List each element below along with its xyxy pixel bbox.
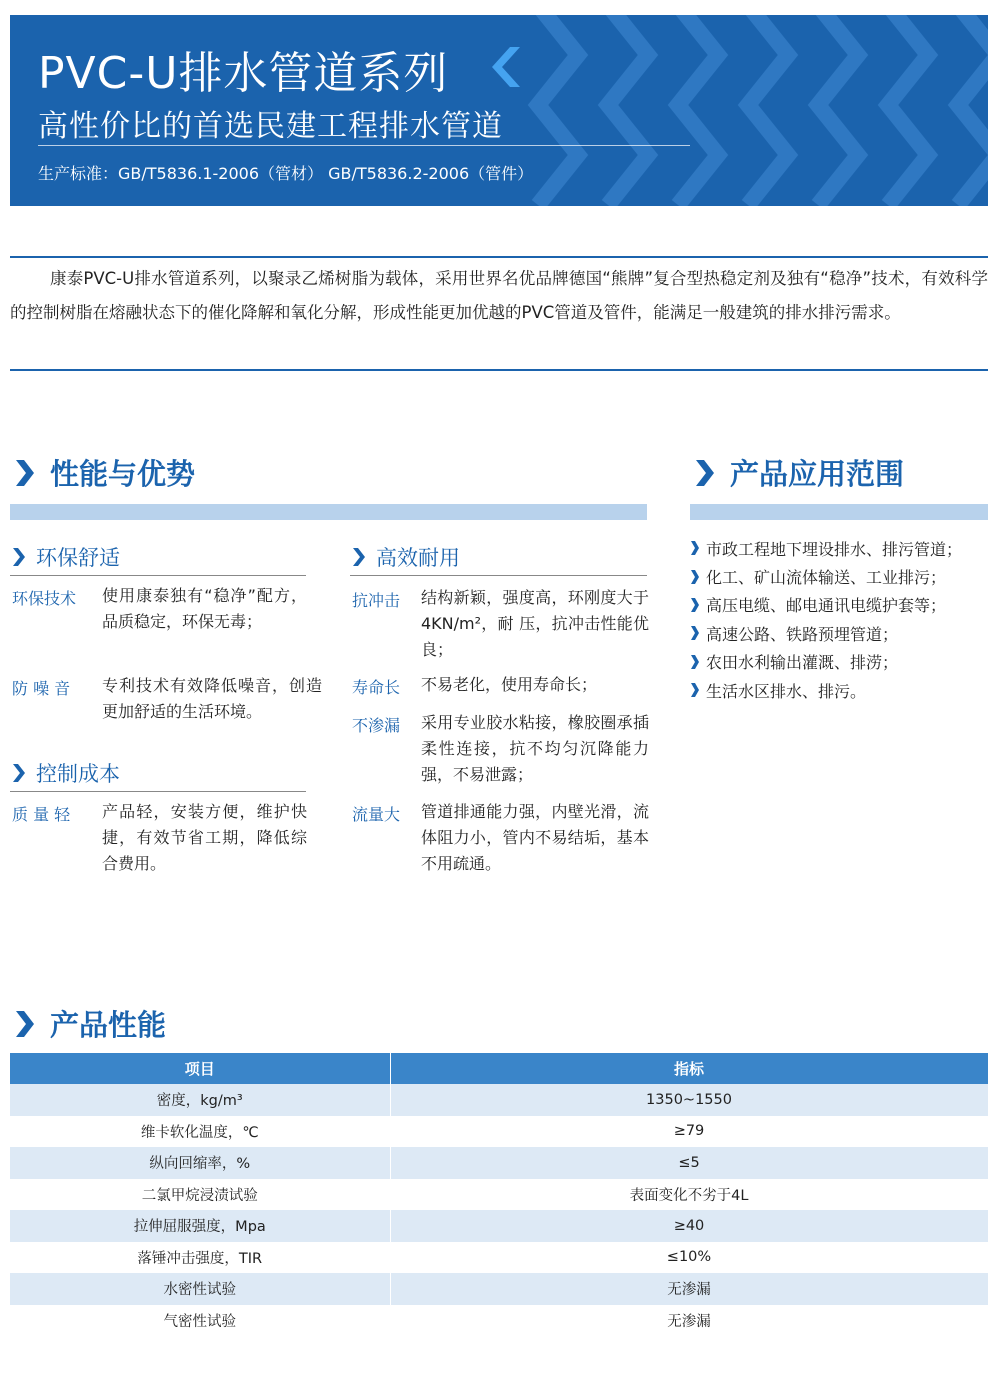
chevron-right-icon — [12, 763, 26, 783]
feature-text: 不易老化，使用寿命长； — [421, 675, 598, 694]
group-title-text: 环保舒适 — [36, 546, 120, 570]
specs-table — [10, 1053, 989, 1336]
section-title-applications — [694, 452, 904, 493]
feature-text: 结构新颖，强度高，环刚度大于4KN/m²，耐 压，抗冲击性能优良； — [421, 588, 649, 659]
table-row — [10, 1242, 988, 1274]
page-title: PVC-U排水管道系列 — [38, 48, 449, 99]
section-title-specs — [14, 1003, 166, 1044]
list-item — [690, 619, 962, 647]
section-title-performance — [14, 452, 195, 493]
table-cell: 拉伸屈服强度，Mpa — [10, 1210, 390, 1242]
section-bar-applications — [690, 504, 988, 520]
table-row — [10, 1179, 988, 1211]
feature-label: 防 噪 音 — [12, 679, 71, 698]
list-item-text: 生活水区排水、排污。 — [706, 681, 867, 701]
chevron-right-icon — [690, 597, 700, 613]
feature-label: 抗冲击 — [352, 591, 401, 610]
chevron-left-icon — [490, 45, 524, 89]
intro-top-divider — [10, 256, 988, 258]
chevron-right-icon — [690, 569, 700, 585]
feature-text: 产品轻，安装方便，维护快捷，有效节省工期，降低综合费用。 — [102, 802, 307, 873]
table-cell: 密度，kg/m³ — [10, 1084, 390, 1116]
list-item — [690, 648, 962, 676]
group-divider — [10, 575, 306, 576]
table-row — [10, 1147, 988, 1179]
header-divider — [38, 145, 690, 146]
application-list — [690, 534, 962, 704]
group-divider — [10, 791, 306, 792]
feature-text: 使用康泰独有“稳净”配方，品质稳定，环保无毒； — [102, 586, 307, 631]
table-cell: ≤5 — [390, 1147, 988, 1179]
table-cell: 水密性试验 — [10, 1273, 390, 1305]
chevron-right-icon — [14, 458, 36, 488]
list-item-text: 农田水利输出灌溉、排涝； — [706, 653, 899, 673]
table-row — [10, 1116, 988, 1148]
chevron-right-icon — [690, 654, 700, 670]
group-title-durable — [352, 542, 460, 572]
list-item — [690, 562, 962, 590]
feature-label: 质 量 轻 — [12, 805, 71, 824]
table-row — [10, 1305, 988, 1337]
chevron-right-icon — [352, 547, 366, 567]
feature-text: 专利技术有效降低噪音，创造更加舒适的生活环境。 — [102, 676, 322, 721]
table-row — [10, 1210, 988, 1242]
intro-paragraph: 康泰PVC-U排水管道系列，以聚录乙烯树脂为载体，采用世界名优品牌德国“熊牌”复合型热稳定剂及独有“稳净”技术，有效科学的控制树脂在熔融状态下的催化降解和氧化分解，形成性能更加优越的PVC管道及管件，能满足一般建筑的排水排污需求。 — [10, 269, 988, 322]
feature-label: 不渗漏 — [352, 716, 401, 735]
table-cell: 纵向回缩率，% — [10, 1147, 390, 1179]
table-cell: 维卡软化温度，℃ — [10, 1116, 390, 1148]
chevron-right-icon — [690, 682, 700, 698]
feature-label: 寿命长 — [352, 678, 401, 697]
header-banner — [10, 15, 988, 206]
table-cell: ≤10% — [390, 1242, 988, 1274]
group-title-text: 高效耐用 — [376, 546, 460, 570]
production-standard: 生产标准：GB/T5836.1-2006（管材） GB/T5836.2-2006（管件） — [38, 164, 534, 183]
table-cell: 无渗漏 — [390, 1305, 988, 1337]
group-title-text: 控制成本 — [36, 762, 120, 786]
feature-label: 流量大 — [352, 805, 401, 824]
list-item — [690, 676, 962, 704]
list-item-text: 化工、矿山流体输送、工业排污； — [706, 568, 947, 588]
feature-text: 管道排通能力强，内壁光滑，流体阻力小，管内不易结垢，基本不用疏通。 — [421, 802, 649, 873]
section-title-text: 产品性能 — [50, 1008, 167, 1042]
chevron-right-icon — [690, 540, 700, 556]
chevron-right-icon — [14, 1009, 36, 1039]
table-cell: 二氯甲烷浸渍试验 — [10, 1179, 390, 1211]
group-divider — [350, 575, 647, 576]
column-header: 项目 — [10, 1053, 390, 1084]
section-title-text: 性能与优势 — [50, 457, 196, 491]
list-item-text: 市政工程地下埋设排水、排污管道； — [706, 539, 963, 559]
table-cell: ≥40 — [390, 1210, 988, 1242]
list-item — [690, 591, 962, 619]
chevron-right-icon — [694, 458, 716, 488]
intro-bottom-divider — [10, 369, 988, 371]
feature-text: 采用专业胶水粘接，橡胶圈承插柔性连接，抗不均匀沉降能力强，不易泄露； — [421, 713, 649, 784]
table-row — [10, 1084, 988, 1116]
table-cell: 落锤冲击强度，TIR — [10, 1242, 390, 1274]
group-title-eco — [12, 542, 120, 572]
table-cell: 气密性试验 — [10, 1305, 390, 1337]
table-cell: ≥79 — [390, 1116, 988, 1148]
list-item-text: 高压电缆、邮电通讯电缆护套等； — [706, 596, 947, 616]
group-title-cost — [12, 758, 120, 788]
feature-label: 环保技术 — [12, 589, 77, 608]
chevron-right-icon — [12, 547, 26, 567]
list-item-text: 高速公路、铁路预埋管道； — [706, 624, 899, 644]
table-cell: 无渗漏 — [390, 1273, 988, 1305]
section-bar-performance — [10, 504, 647, 520]
section-title-text: 产品应用范围 — [730, 457, 905, 491]
list-item — [690, 534, 962, 562]
chevron-right-icon — [690, 625, 700, 641]
table-cell: 表面变化不劣于4L — [390, 1179, 988, 1211]
table-header-row — [10, 1053, 988, 1084]
table-row — [10, 1273, 988, 1305]
table-cell: 1350~1550 — [390, 1084, 988, 1116]
page-subtitle: 高性价比的首选民建工程排水管道 — [38, 109, 503, 144]
column-header: 指标 — [390, 1053, 988, 1084]
chevron-pattern-decoration — [518, 15, 988, 206]
